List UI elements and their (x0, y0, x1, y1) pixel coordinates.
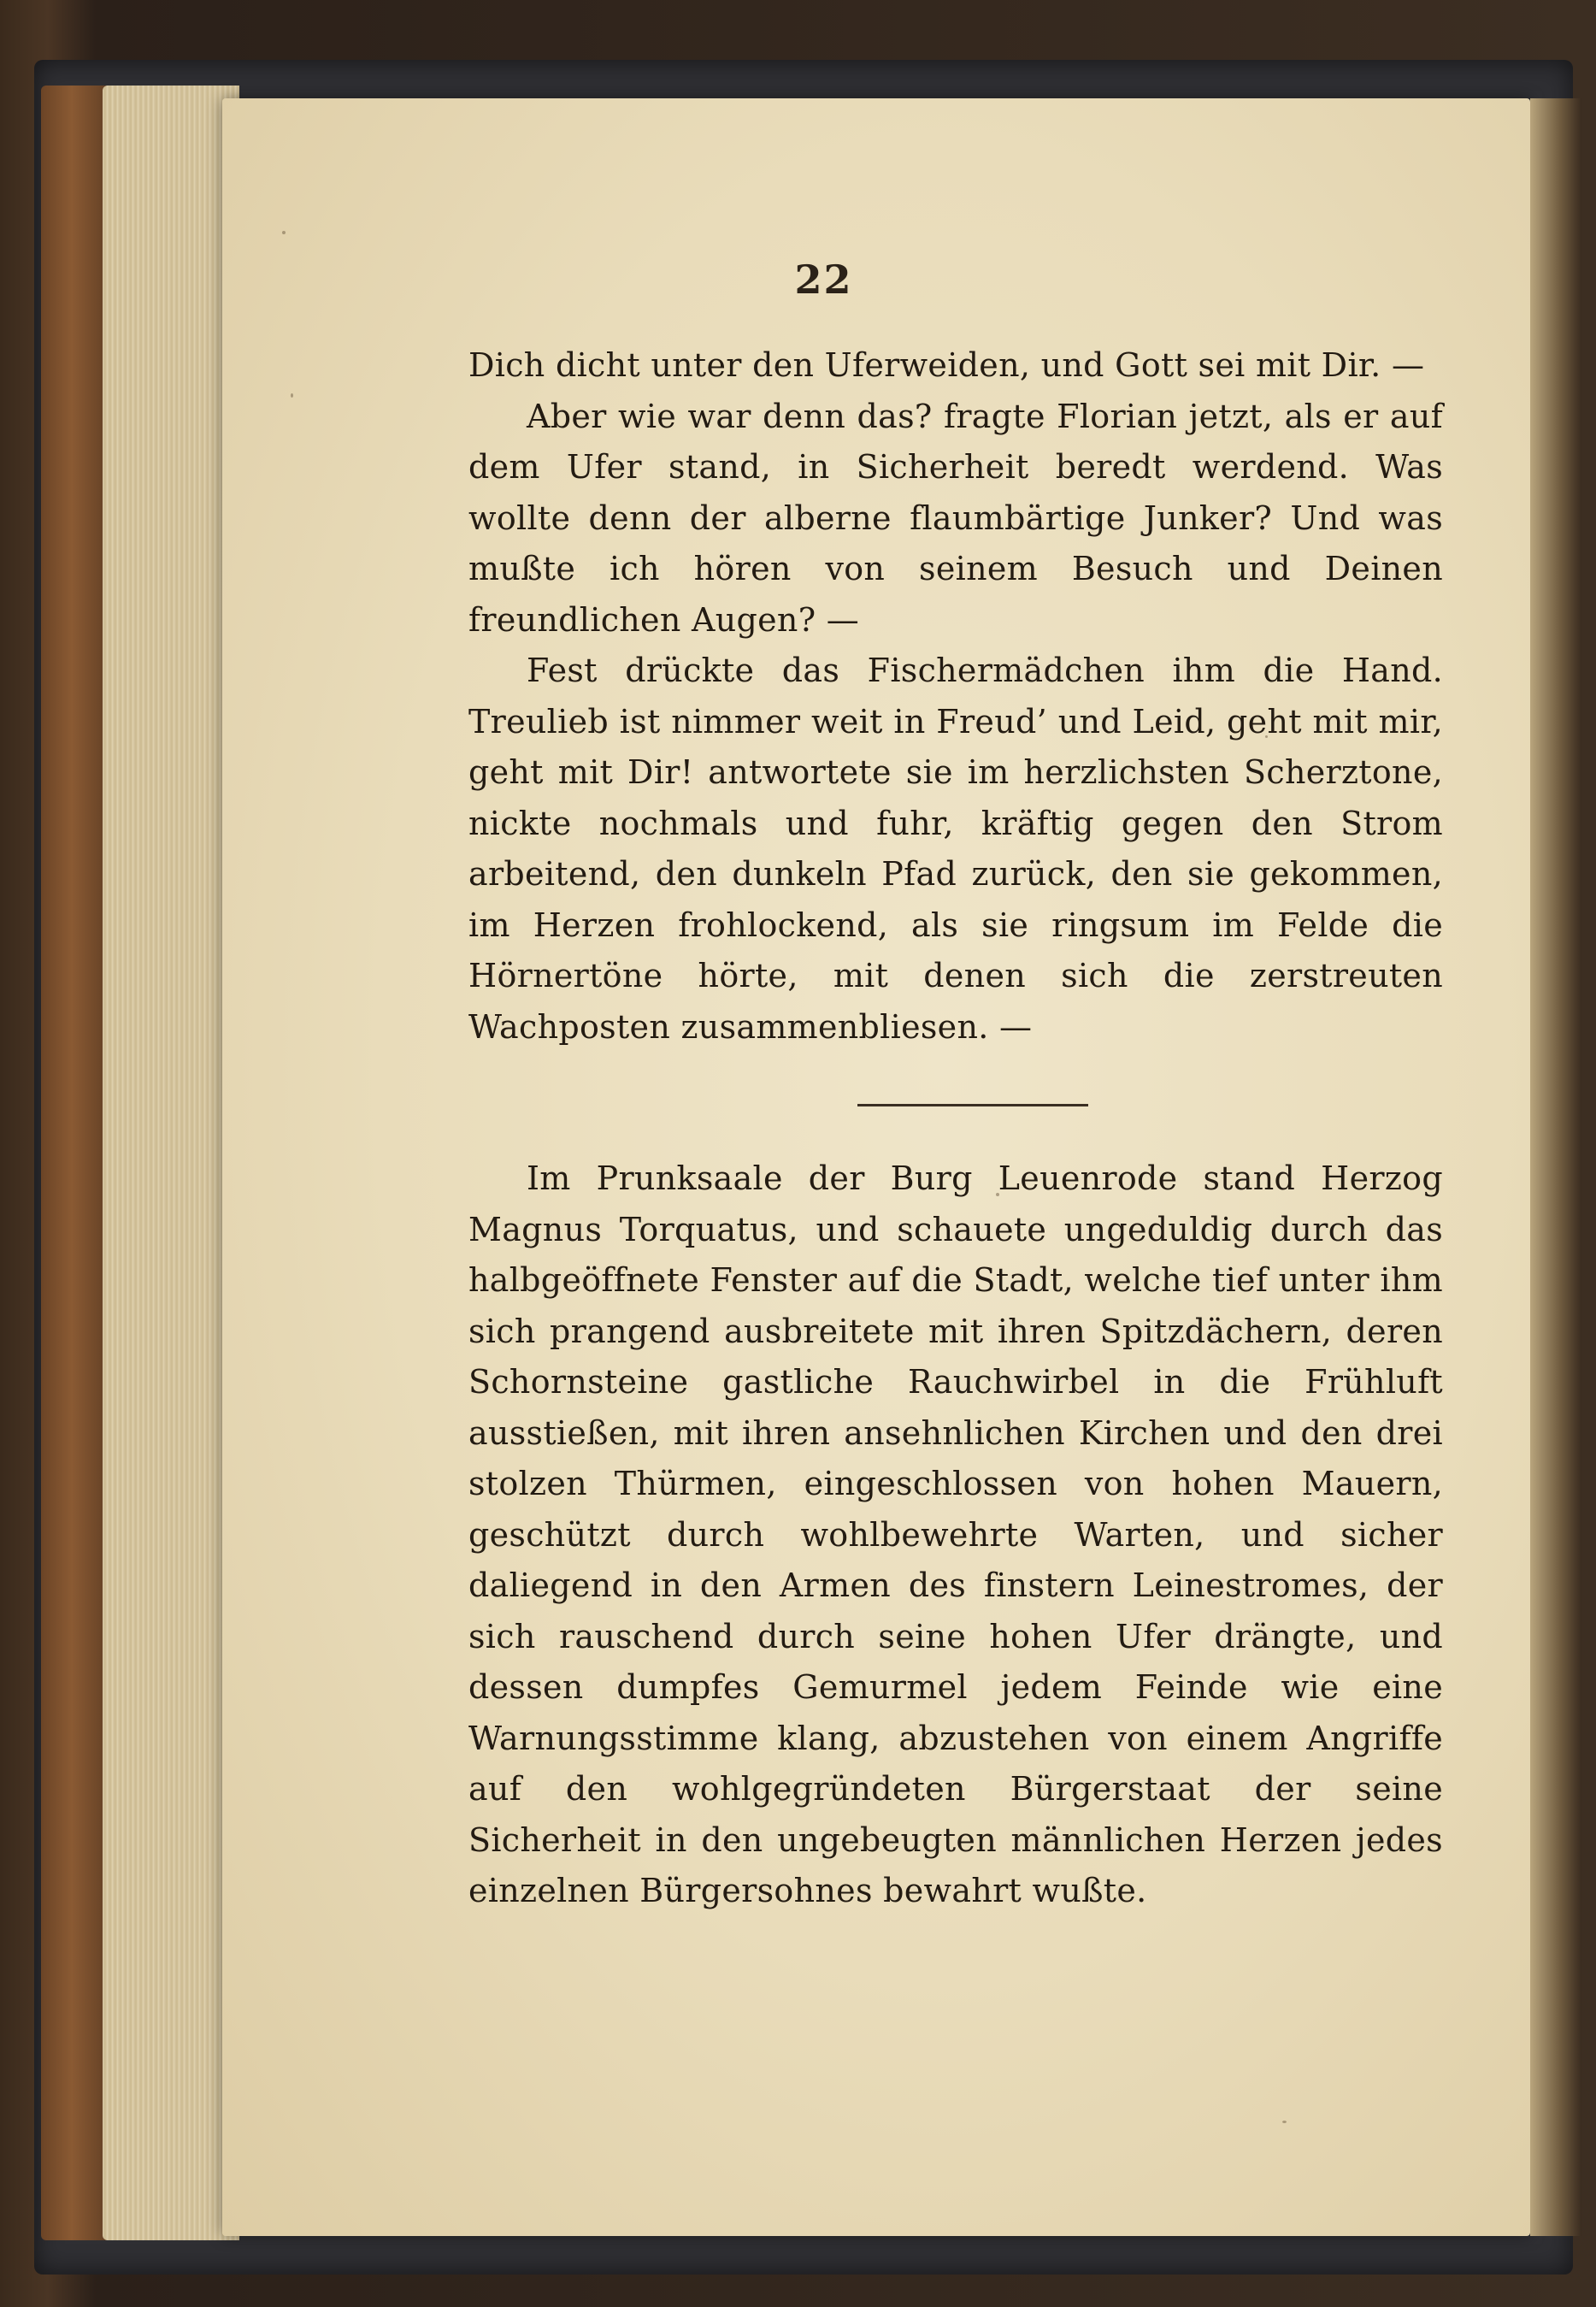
section-divider (857, 1104, 1088, 1106)
paragraph: Dich dicht unter den Uferweiden, und Gott sei mit Dir. — (468, 346, 1425, 384)
page-text (468, 340, 1443, 1917)
paragraph: Im Prunksaale der Burg Leuenrode stand Herzog Magnus Torquatus, und schauete ungeduldig durch das halbgeöffnete Fenster auf die Stadt, welche tief unter ihm sich prangend ausbreitete mit ihren Spitzdächern, deren Schornsteine gastliche Rauchwirbel in die Frühluft ausstießen, mit ihren ansehnlichen Kirchen und den drei stolzen Thürmen, eingeschlossen von hohen Mauern, geschützt durch wohlbewehrte Warten, und sicher daliegend in den Armen des finstern Leinestromes, der sich rauschend durch seine hohen Ufer drängte, und dessen dumpfes Gemurmel jedem Feinde wie eine Warnungsstimme klang, abzustehen von einem Angriffe auf den wohlgegründeten Bürgerstaat der seine Sicherheit in den ungebeugten männlichen Herzen jedes einzelnen Bürgersohnes bewahrt wußte. (468, 1159, 1443, 1909)
page-edges (103, 86, 239, 2240)
paragraph: Aber wie war denn das? fragte Florian jetzt, als er auf dem Ufer stand, in Sicherheit beredt werdend. Was wollte denn der alberne flaumbärtige Junker? Und was mußte ich hören von seinem Besuch und Deinen freundlichen Augen? — (468, 397, 1443, 639)
paragraph: Fest drückte das Fischermädchen ihm die Hand. Treulieb ist nimmer weit in Freud’ und Leid, geht mit mir, geht mit Dir! antwortete sie im herzlichsten Scherztone, nickte nochmals und fuhr, kräftig gegen den Strom arbeitend, den dunkeln Pfad zurück, den sie gekommen, im Herzen frohlockend, als sie ringsum im Felde die Hörnertöne hörte, mit denen sich die zerstreuten Wachposten zusammenbliesen. — (468, 652, 1443, 1046)
page-number: 22 (794, 257, 853, 303)
book-gutter (1530, 98, 1581, 2236)
